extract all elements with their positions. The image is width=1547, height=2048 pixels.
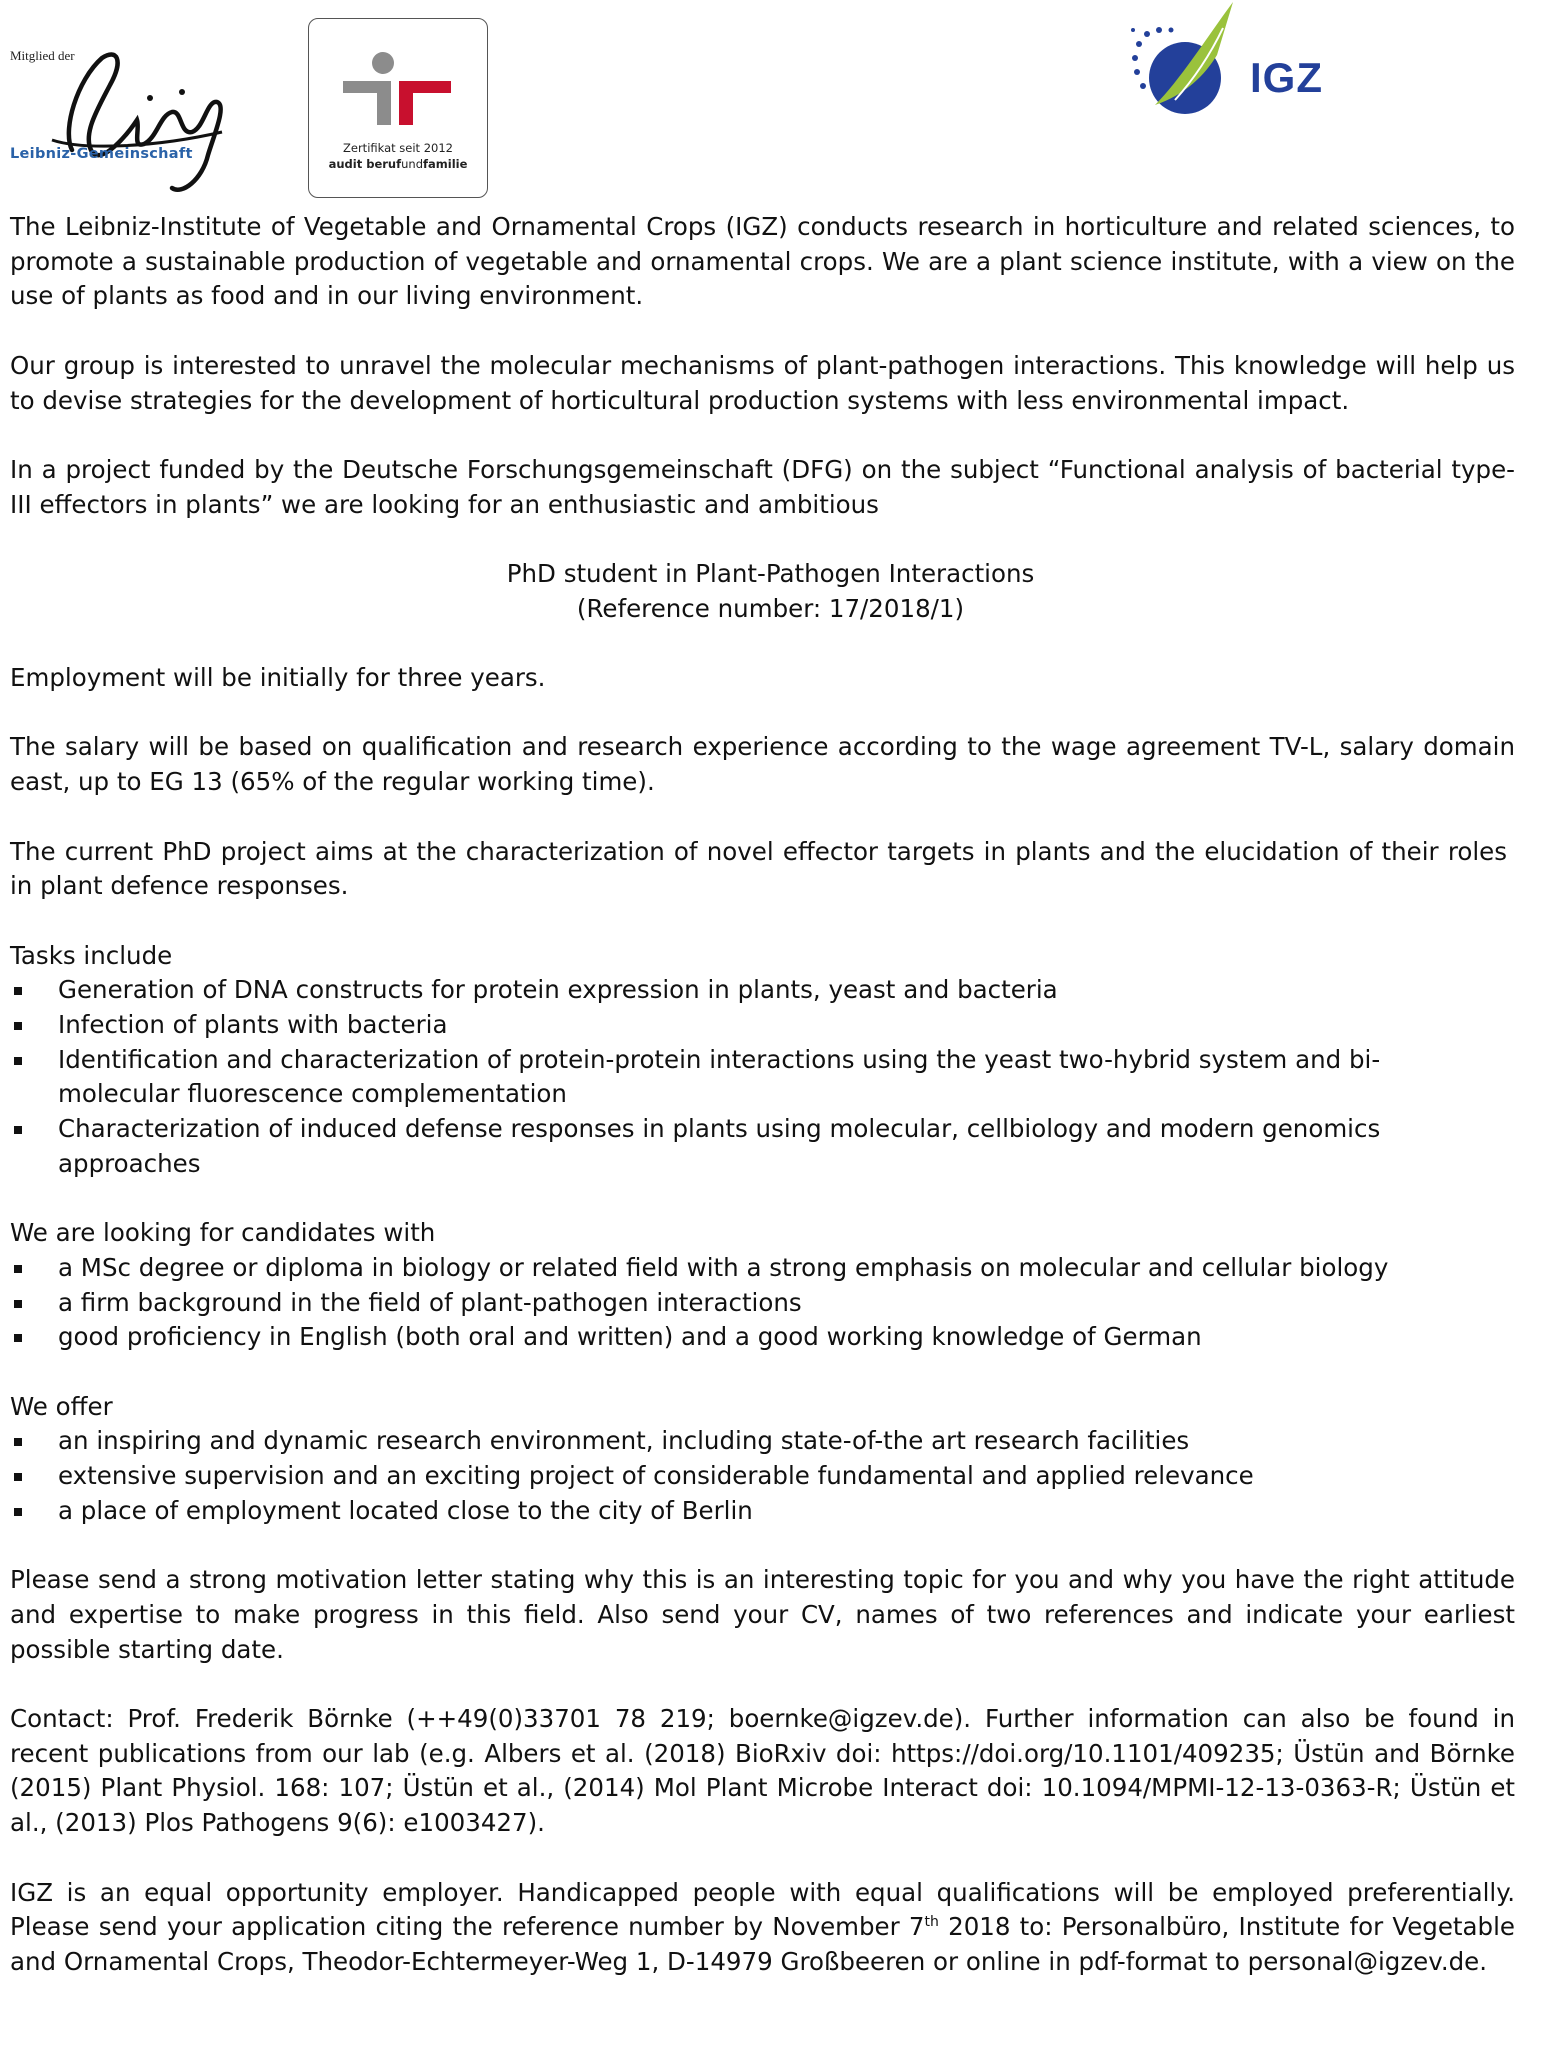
salary-paragraph: The salary will be based on qualification and research experience according to the wage agreement TV-L, salary domain east, up to EG 13 (65% of the regular working time). (10, 732, 1515, 797)
list-item: a place of employment located close to the city of Berlin (10, 1494, 1515, 1529)
offer-list (10, 1424, 1515, 1528)
application-deadline: Please send your application citing the reference number by November 7 (10, 1912, 925, 1942)
leibniz-logo (10, 40, 235, 200)
audit-certificate-year: Zertifikat seit 2012 (343, 141, 453, 155)
list-item: a MSc degree or diploma in biology or related field with a strong emphasis on molecular and cellular biology (10, 1251, 1515, 1286)
contact-paragraph: Contact: Prof. Frederik Börnke (++49(0)33701 78 219; boernke@igzev.de). Further information can also be found in recent publications from our lab (e.g. Albers et al. (2018) BioRxiv doi: https://doi.org/10.1101/409235; Üstün and Börnke (2015) Plant Physiol. 168: 107; Üstün et al., (2014) Mol Plant Microbe Interact doi: 10.1094/MPMI-12-13-0363-R; Üstün et al., (2013) Plos Pathogens 9(6): e1003427). (10, 1704, 1515, 1838)
candidates-heading: We are looking for candidates with (10, 1218, 436, 1248)
list-item: a firm background in the field of plant-pathogen interactions (10, 1286, 1515, 1321)
igz-logo (1125, 0, 1325, 130)
list-item: an inspiring and dynamic research environment, including state-of-the art research facilities (10, 1424, 1515, 1459)
list-item: Identification and characterization of protein-protein interactions using the yeast two-hybrid system and bi-molecular fluorescence complementation (10, 1043, 1415, 1112)
candidates-list (10, 1251, 1515, 1355)
list-item: Characterization of induced defense responses in plants using molecular, cellbiology and modern genomics approaches (10, 1112, 1415, 1181)
leibniz-member-label: Mitglied der (10, 48, 75, 63)
list-item: extensive supervision and an exciting project of considerable fundamental and applied relevance (10, 1459, 1515, 1494)
tasks-list (10, 973, 1515, 1181)
advertisement-body (10, 210, 1515, 1980)
igz-wordmark: IGZ (1250, 54, 1323, 101)
tasks-heading: Tasks include (10, 940, 173, 970)
employment-duration: Employment will be initially for three years. (10, 663, 546, 693)
position-reference: (Reference number: 17/2018/1) (576, 593, 965, 623)
leibniz-gemeinschaft-label: Leibniz-Gemeinschaft (10, 146, 193, 162)
job-advertisement-page (10, 0, 1515, 1980)
project-paragraph: The current PhD project aims at the characterization of novel effector targets in plants and the elucidation of their roles in plant defence responses. (10, 836, 1507, 901)
audit-berufundfamilie-logo (308, 18, 488, 198)
list-item: Generation of DNA constructs for protein expression in plants, yeast and bacteria (10, 973, 1415, 1008)
igz-emblem-icon (1125, 0, 1250, 130)
audit-certificate-icon (343, 49, 453, 129)
application-instructions: Please send a strong motivation letter stating why this is an interesting topic for you and why you have the right attitude and expertise to make progress in this field. Also send your CV, names of two references and indicate your earliest possible starting date. (10, 1565, 1515, 1664)
list-item: Infection of plants with bacteria (10, 1008, 1415, 1043)
list-item: good proficiency in English (both oral and written) and a good working knowledge of German (10, 1320, 1515, 1355)
logo-header (10, 0, 1515, 210)
intro-paragraph-group: Our group is interested to unravel the molecular mechanisms of plant-pathogen interactions. This knowledge will help us to devise strategies for the development of horticultural production systems with less environmental impact. (10, 350, 1515, 415)
offer-heading: We offer (10, 1391, 113, 1421)
intro-paragraph-institute: The Leibniz-Institute of Vegetable and Ornamental Crops (IGZ) conducts research in horticulture and related sciences, to promote a sustainable production of vegetable and ornamental crops. We are a plant science institute, with a view on the use of plants as food and in our living environment. (10, 212, 1515, 311)
audit-label: audit berufundfamilie (328, 157, 468, 171)
intro-paragraph-project: In a project funded by the Deutsche Forschungsgemeinschaft (DFG) on the subject “Functional analysis of bacterial type-III effectors in plants” we are looking for an enthusiastic and ambitious (10, 454, 1515, 519)
leibniz-signature-icon (32, 40, 232, 200)
equal-opportunity-statement: IGZ is an equal opportunity employer. Handicapped people with equal qualifications will be employed preferentially. Please send your application citing the reference number by November 7th 2018 to: Personalbüro, Institute for Vegetable and Ornamental Crops, Theodor-Echtermeyer-Weg 1, D-14979 Großbeeren or online in pdf-format to personal@igzev.de. (10, 1877, 1515, 1976)
position-title: PhD student in Plant-Pathogen Interactions (506, 558, 1035, 588)
